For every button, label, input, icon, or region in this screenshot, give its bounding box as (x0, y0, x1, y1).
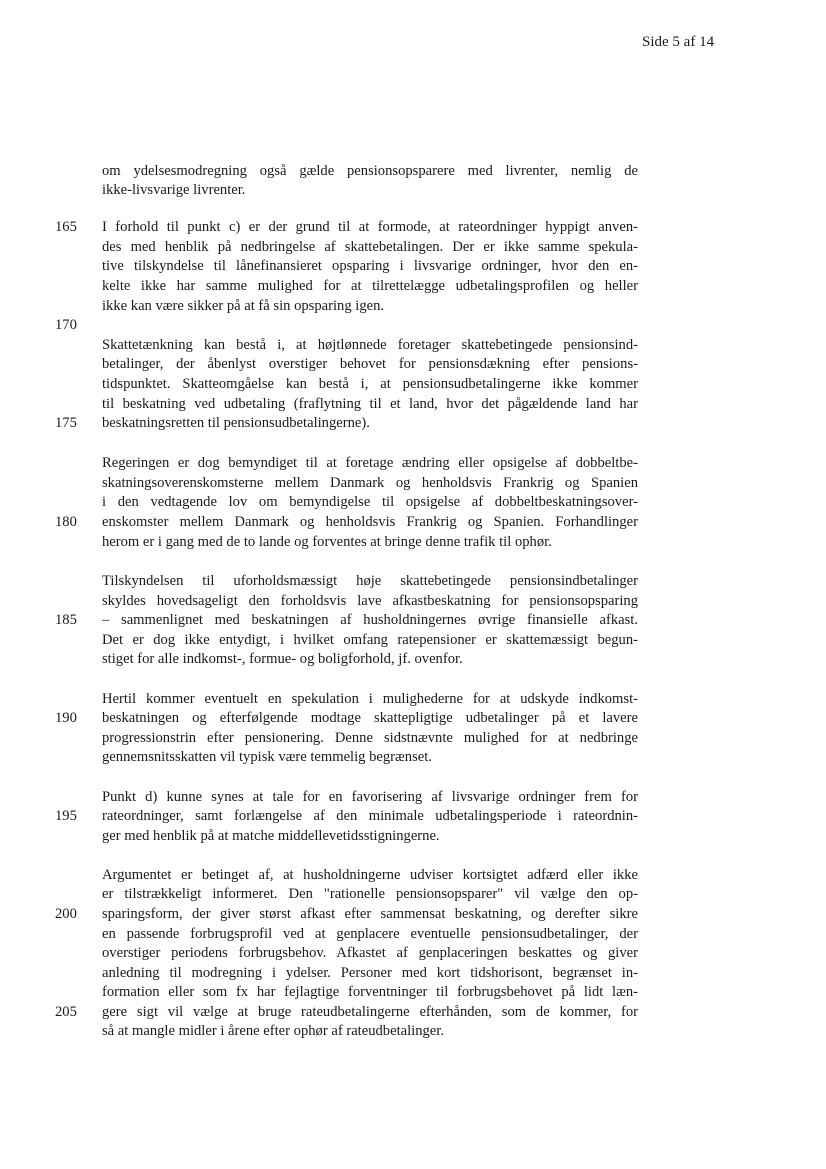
line-number: 170 (55, 317, 77, 333)
text-line: I forhold til punkt c) er der grund til at formode, at rateordninger hyppigt anven- (102, 219, 638, 235)
text-line: herom er i gang med de to lande og forventes at bringe denne trafik til ophør. (102, 534, 552, 550)
line-number: 200 (55, 906, 77, 922)
text-line: Punkt d) kunne synes at tale for en favorisering af livsvarige ordninger frem for (102, 789, 638, 805)
line-number: 175 (55, 415, 77, 431)
text-line: skatningsoverenskomsterne mellem Danmark og henholdsvis Frankrig og Spanien (102, 475, 638, 491)
text-line: Tilskyndelsen til uforholdsmæssigt høje skattebetingede pensionsindbetalinger (102, 573, 638, 589)
text-line: en passende forbrugsprofil ved at genplacere eventuelle pensionsudbetalinger, der (102, 926, 638, 942)
text-line: Argumentet er betinget af, at husholdningerne udviser kortsigtet adfærd eller ikke (102, 867, 638, 883)
text-line: er tilstrækkeligt informeret. Den "rationelle pensionsopsparer" vil vælge den op- (102, 886, 638, 902)
page-number-header: Side 5 af 14 (642, 34, 715, 50)
text-line: kelte ikke har samme mulighed for at tilrettelægge udbetalingsprofilen og heller (102, 278, 638, 294)
text-line: des med henblik på nedbringelse af skattebetalingen. Der er ikke samme spekula- (102, 239, 638, 255)
line-number: 185 (55, 612, 77, 628)
text-line: så at mangle midler i årene efter ophør af rateudbetalinger. (102, 1023, 444, 1039)
text-line: beskatningsretten til pensionsudbetalingerne). (102, 415, 370, 431)
text-line: gennemsnitsskatten vil typisk være temmelig begrænset. (102, 749, 432, 765)
text-line: Hertil kommer eventuelt en spekulation i mulighederne for at udskyde indkomst- (102, 691, 638, 707)
text-line: til beskatning ved udbetaling (fraflytning til et land, hvor det pågældende land har (102, 396, 638, 412)
text-line: i den vedtagende lov om bemyndigelse til opsigelse af dobbeltbeskatningsover- (102, 494, 638, 510)
text-line: progressionstrin efter pensionering. Denne sidstnævnte mulighed for at nedbringe (102, 730, 638, 746)
text-line: enskomster mellem Danmark og henholdsvis Frankrig og Spanien. Forhandlinger (102, 514, 638, 530)
text-line: formation eller som fx har fejlagtige forventninger til forbrugsbehovet på lidt læn- (102, 984, 638, 1000)
line-number: 190 (55, 710, 77, 726)
line-number: 165 (55, 219, 77, 235)
text-line: betalinger, der åbenlyst overstiger behovet for pensionsdækning efter pensions- (102, 356, 638, 372)
text-line: ger med henblik på at matche middellevetidsstigningerne. (102, 828, 440, 844)
text-line: stiget for alle indkomst-, formue- og boligforhold, jf. ovenfor. (102, 651, 463, 667)
text-line: Skattetænkning kan bestå i, at højtlønnede foretager skattebetingede pensionsind- (102, 337, 638, 353)
text-line: overstiger periodens forbrugsbehov. Afkastet af genplaceringen beskattes og giver (102, 945, 638, 961)
text-line: beskatningen og efterfølgende modtage skattepligtige udbetalinger på et lavere (102, 710, 638, 726)
text-line: Regeringen er dog bemyndiget til at foretage ændring eller opsigelse af dobbeltbe- (102, 455, 638, 471)
text-line: rateordninger, samt forlængelse af den minimale udbetalingsperiode i rateordnin- (102, 808, 638, 824)
text-line: ikke-livsvarige livrenter. (102, 182, 246, 198)
text-line: gere sigt vil vælge at bruge rateudbetalingerne efterhånden, som de kommer, for (102, 1004, 638, 1020)
line-number: 195 (55, 808, 77, 824)
text-line: Det er dog ikke entydigt, i hvilket omfang ratepensioner er skattemæssigt begun- (102, 632, 638, 648)
text-line: tive tilskyndelse til lånefinansieret opsparing i livsvarige ordninger, hvor den en- (102, 258, 638, 274)
line-number: 180 (55, 514, 77, 530)
text-line: ikke kan være sikker på at få sin opsparing igen. (102, 298, 385, 314)
text-line: – sammenlignet med beskatningen af husholdningernes øvrige finansielle afkast. (102, 612, 638, 628)
text-line: tidspunktet. Skatteomgåelse kan bestå i, at pensionsudbetalingerne ikke kommer (102, 376, 638, 392)
text-line: anledning til modregning i ydelser. Personer med kort tidshorisont, begrænset in- (102, 965, 638, 981)
text-line: om ydelsesmodregning også gælde pensionsopsparere med livrenter, nemlig de (102, 163, 638, 179)
text-line: sparingsform, der giver størst afkast efter sammensat beskatning, og derefter sikre (102, 906, 638, 922)
line-number: 205 (55, 1004, 77, 1020)
text-line: skyldes hovedsageligt den forholdsvis lave afkastbeskatning for pensionsopsparing (102, 593, 638, 609)
